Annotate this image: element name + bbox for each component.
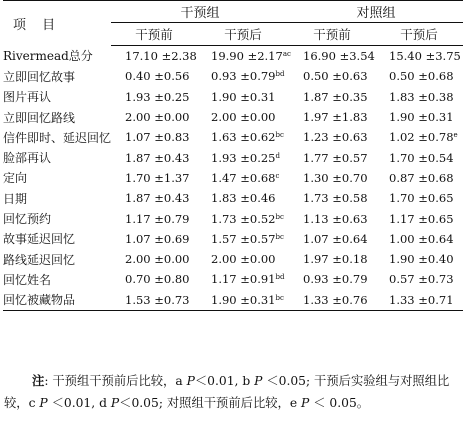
cell-value: 1.70 ±1.37 — [125, 170, 190, 185]
cell-value: 1.70 ±0.54 — [389, 150, 454, 165]
cell-value: 1.33 ±0.71 — [389, 292, 454, 307]
cell-v2 — [197, 249, 289, 269]
footnote-text: ＜ 0.05。 — [309, 396, 370, 410]
cell-value: 1.47 ±0.68 — [211, 170, 276, 185]
table-body — [3, 46, 463, 311]
cell-value: 1.33 ±0.76 — [303, 292, 368, 307]
cell-v1 — [111, 269, 197, 289]
control-after-header: 干预后 — [375, 23, 463, 46]
cell-v1 — [111, 249, 197, 269]
significance-marker: ac — [282, 50, 291, 59]
cell-value: 1.02 ±0.78 — [389, 130, 454, 145]
cell-v3 — [289, 46, 375, 67]
cell-value: 1.77 ±0.57 — [303, 150, 368, 165]
cell-v2 — [197, 269, 289, 289]
cell-v2 — [197, 208, 289, 228]
p-symbol: P — [186, 374, 195, 388]
cell-v1 — [111, 127, 197, 147]
table-row — [3, 208, 463, 228]
cell-value: 1.17 ±0.79 — [125, 211, 190, 226]
cell-value: 1.83 ±0.38 — [389, 89, 454, 104]
control-before-header: 干预前 — [289, 23, 375, 46]
cell-v3 — [289, 168, 375, 188]
cell-value: 1.23 ±0.63 — [303, 130, 368, 145]
cell-value: 0.87 ±0.68 — [389, 170, 454, 185]
results-table — [3, 0, 463, 311]
cell-value: 1.87 ±0.35 — [303, 89, 368, 104]
cell-value: 1.97 ±0.18 — [303, 252, 368, 267]
cell-value: 1.17 ±0.91 — [211, 272, 276, 287]
cell-v4 — [375, 208, 463, 228]
significance-marker: bc — [275, 212, 284, 221]
p-symbol: P — [254, 374, 263, 388]
cell-v3 — [289, 188, 375, 208]
significance-marker: bc — [275, 232, 284, 241]
cell-value: 1.57 ±0.57 — [211, 231, 276, 246]
cell-value: 0.50 ±0.63 — [303, 69, 368, 84]
row-item-name: 图片再认 — [3, 90, 52, 105]
footnote-text: ＜0.05; 对照组干预前后比较，e — [119, 396, 302, 410]
cell-v3 — [289, 147, 375, 167]
p-symbol: P — [39, 396, 48, 410]
cell-value: 16.90 ±3.54 — [303, 49, 375, 64]
cell-value: 2.00 ±0.00 — [211, 252, 276, 267]
cell-value: 1.07 ±0.64 — [303, 231, 368, 246]
cell-v4 — [375, 107, 463, 127]
row-item-name: 回忆姓名 — [3, 272, 52, 287]
cell-value: 1.53 ±0.73 — [125, 292, 190, 307]
cell-value: 1.97 ±1.83 — [303, 110, 368, 125]
cell-value: 1.73 ±0.52 — [211, 211, 276, 226]
cell-value: 1.07 ±0.83 — [125, 130, 190, 145]
row-item-name: 信件即时、延迟回忆 — [3, 130, 112, 145]
cell-value: 0.50 ±0.68 — [389, 69, 454, 84]
intervention-after-header: 干预后 — [197, 23, 289, 46]
cell-v1 — [111, 87, 197, 107]
cell-v2 — [197, 147, 289, 167]
cell-value: 1.30 ±0.70 — [303, 170, 368, 185]
cell-v1 — [111, 107, 197, 127]
item-column-header: 项 目 — [3, 1, 111, 46]
cell-value: 1.93 ±0.25 — [125, 89, 190, 104]
significance-marker: d — [275, 151, 280, 160]
cell-v2 — [197, 107, 289, 127]
row-item-name: 立即回忆故事 — [3, 69, 76, 84]
cell-v3 — [289, 249, 375, 269]
cell-value: 1.17 ±0.65 — [389, 211, 454, 226]
cell-value: 1.90 ±0.31 — [211, 89, 276, 104]
cell-value: 0.93 ±0.79 — [211, 69, 276, 84]
cell-v3 — [289, 107, 375, 127]
p-symbol: P — [301, 396, 310, 410]
cell-v4 — [375, 188, 463, 208]
cell-v1 — [111, 290, 197, 311]
cell-value: 0.70 ±0.80 — [125, 272, 190, 287]
cell-v4 — [375, 168, 463, 188]
table-row — [3, 188, 463, 208]
cell-v1 — [111, 208, 197, 228]
row-item-name: 路线延迟回忆 — [3, 252, 76, 267]
cell-v3 — [289, 290, 375, 311]
row-item-name: 回忆预约 — [3, 212, 52, 227]
cell-v4 — [375, 46, 463, 67]
table-row — [3, 127, 463, 147]
row-item-name: Rivermead总分 — [3, 49, 93, 64]
cell-value: 1.93 ±0.25 — [211, 150, 276, 165]
cell-value: 1.13 ±0.63 — [303, 211, 368, 226]
table-header — [3, 1, 463, 46]
cell-value: 2.00 ±0.00 — [211, 110, 276, 125]
table-row — [3, 147, 463, 167]
cell-v2 — [197, 229, 289, 249]
cell-v4 — [375, 87, 463, 107]
cell-value: 0.93 ±0.79 — [303, 272, 368, 287]
results-table-container — [3, 0, 463, 311]
row-item-name: 故事延迟回忆 — [3, 232, 76, 247]
cell-value: 1.63 ±0.62 — [211, 130, 276, 145]
intervention-group-header: 干预组 — [111, 1, 289, 23]
cell-value: 1.83 ±0.46 — [211, 191, 276, 206]
cell-v4 — [375, 290, 463, 311]
table-footnote — [4, 370, 462, 414]
significance-marker: bc — [275, 131, 284, 140]
cell-v1 — [111, 46, 197, 67]
cell-value: 1.90 ±0.40 — [389, 252, 454, 267]
cell-v4 — [375, 269, 463, 289]
cell-value: 19.90 ±2.17 — [211, 49, 283, 64]
cell-v1 — [111, 188, 197, 208]
cell-v1 — [111, 147, 197, 167]
table-row — [3, 107, 463, 127]
cell-value: 1.87 ±0.43 — [125, 150, 190, 165]
cell-v1 — [111, 66, 197, 86]
cell-value: 1.70 ±0.65 — [389, 191, 454, 206]
table-row — [3, 290, 463, 311]
cell-v2 — [197, 87, 289, 107]
footnote-text: ＜0.01, d — [47, 396, 111, 410]
significance-marker: bc — [275, 293, 284, 302]
row-item-name: 定向 — [3, 171, 28, 186]
cell-v2 — [197, 168, 289, 188]
table-row — [3, 46, 463, 67]
cell-value: 2.00 ±0.00 — [125, 110, 190, 125]
cell-v1 — [111, 168, 197, 188]
intervention-before-header: 干预前 — [111, 23, 197, 46]
cell-value: 1.07 ±0.69 — [125, 231, 190, 246]
cell-v3 — [289, 208, 375, 228]
cell-value: 17.10 ±2.38 — [125, 49, 197, 64]
significance-marker: e — [453, 131, 458, 140]
cell-v4 — [375, 66, 463, 86]
cell-v2 — [197, 46, 289, 67]
cell-v3 — [289, 269, 375, 289]
cell-v2 — [197, 127, 289, 147]
row-item-name: 脸部再认 — [3, 151, 52, 166]
footnote-text: ＜0.05; 干预后实验组与对照组比较，c — [4, 374, 450, 410]
cell-v1 — [111, 229, 197, 249]
cell-v2 — [197, 66, 289, 86]
cell-value: 1.90 ±0.31 — [389, 110, 454, 125]
cell-value: 1.73 ±0.58 — [303, 191, 368, 206]
footnote-label: 注 — [32, 373, 45, 388]
significance-marker: c — [275, 171, 280, 180]
cell-value: 2.00 ±0.00 — [125, 252, 190, 267]
row-item-name: 日期 — [3, 191, 28, 206]
significance-marker: bd — [275, 70, 285, 79]
cell-value: 1.87 ±0.43 — [125, 191, 190, 206]
cell-v4 — [375, 229, 463, 249]
cell-v3 — [289, 127, 375, 147]
cell-v2 — [197, 188, 289, 208]
p-symbol: P — [110, 396, 120, 410]
cell-value: 1.90 ±0.31 — [211, 292, 276, 307]
cell-v4 — [375, 127, 463, 147]
table-row — [3, 66, 463, 86]
cell-v3 — [289, 229, 375, 249]
table-row — [3, 269, 463, 289]
table-row — [3, 168, 463, 188]
cell-value: 15.40 ±3.75 — [389, 49, 461, 64]
table-row — [3, 249, 463, 269]
table-row — [3, 229, 463, 249]
row-item-name: 立即回忆路线 — [3, 110, 76, 125]
footnote-text: : 干预组干预前后比较，a — [44, 374, 187, 388]
significance-marker: bd — [275, 273, 285, 282]
cell-v3 — [289, 66, 375, 86]
cell-value: 0.57 ±0.73 — [389, 272, 454, 287]
cell-v2 — [197, 290, 289, 311]
cell-v4 — [375, 147, 463, 167]
footnote-text: ＜0.01, b — [194, 374, 255, 388]
table-row — [3, 87, 463, 107]
cell-value: 1.00 ±0.64 — [389, 231, 454, 246]
cell-value: 0.40 ±0.56 — [125, 69, 190, 84]
row-item-name: 回忆被藏物品 — [3, 290, 111, 311]
cell-v4 — [375, 249, 463, 269]
control-group-header: 对照组 — [289, 1, 463, 23]
cell-v3 — [289, 87, 375, 107]
